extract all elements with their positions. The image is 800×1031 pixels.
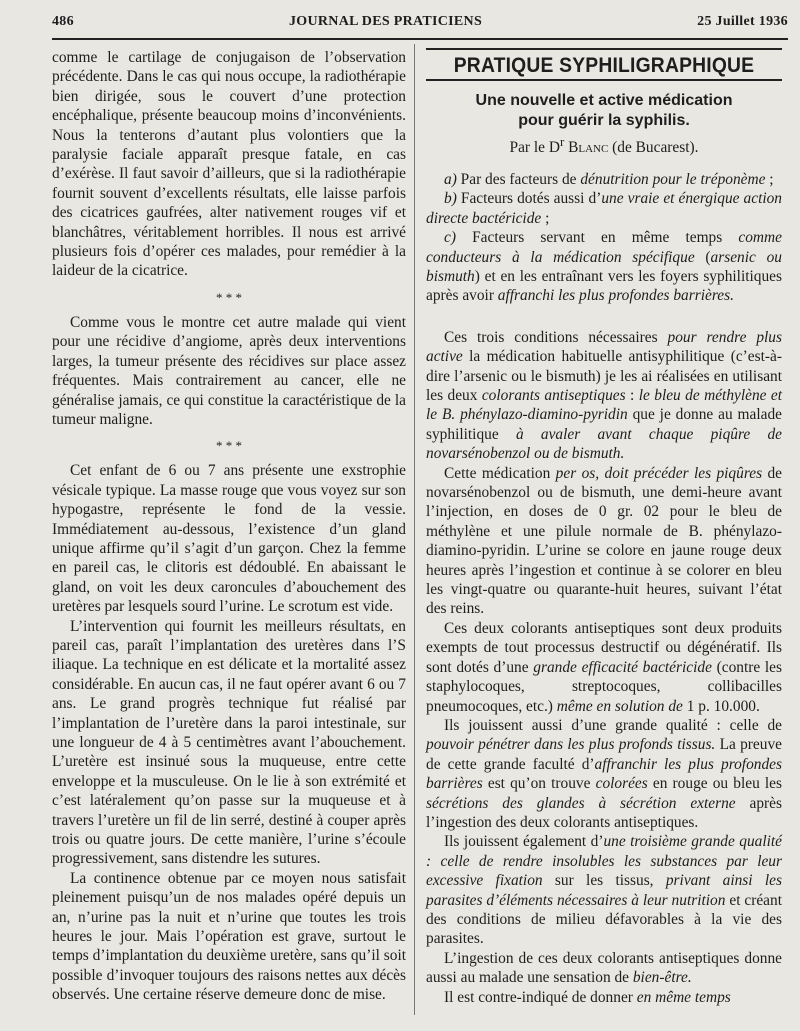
paragraph: Comme vous le montre cet autre malade qui vient pour une récidive d’angiome, après deux interventions larges, la tumeur présente des récidives sur place assez fréquentes. Mais contrairement au cancer, elle ne généralise jamais, ce qui constitue la caractéristique de la tumeur maligne. (52, 313, 406, 428)
paragraph: L’ingestion de ces deux colorants antiseptiques donne aussi au malade une sensation de bien-être. (426, 949, 782, 987)
paragraph: L’intervention qui fournit les meilleurs résultats, en pareil cas, paraît l’implantation des uretères dans l’S iliaque. La technique en est délicate et la mortalité assez considérable. En aucun cas, il ne faut opérer avant 6 ou 7 ans. Le grand progrès technique fut réalisé par l’implantation de l’uretère dans la paroi intestinale, sur une longueur de 4 à 5 centimètres avant l’abouchement. L’uretère est insinué sous la muqueuse, entre cette enveloppe et la musculeuse. On le lie à son extrémité et c’est latéralement qu’on passe sur la muqueuse et à travers l’uretère un fil de lin serré, destiné à couper après trois ou quatre jours. De cette manière, l’urine s’écoule progressivement, sans distendre les sutures. (52, 617, 406, 868)
page-header (52, 14, 788, 36)
paragraph: Cette médication per os, doit précéder les piqûres de novarsénobenzol ou de bismuth, une demi-heure avant l’injection, en doses de 0 gr. 02 pour le bleu de méthylène et une pilule normale de B. phénylazo-diamino-pyridin. L’urine se colore en jaune rouge deux heures après l’ingestion et continue à se colorer en bleu les vingt-quatre ou quarante-huit heures, suivant l’état des reins. (426, 464, 783, 618)
page-number: 486 (52, 14, 74, 29)
left-column (52, 48, 406, 1005)
right-column (426, 48, 782, 1007)
byline-sup: r (559, 135, 565, 150)
section-heading-box (426, 48, 782, 81)
section-title: PRATIQUE SYPHILIGRAPHIQUE (453, 54, 755, 77)
author-name: Blanc (568, 139, 609, 157)
paragraph: La continence obtenue par ce moyen nous satisfait pleinement puisqu’un de nos malades opéré depuis un an, n’urine pas la nuit et n’urine que toutes les trois heures le jour. Mais l’opération est grave, surtout le temps d’implantation du deuxième uretère, sans qu’il soit possible d’invoquer toujours des raisons nettes aux décès observés. Une certaine réserve demeure donc de mise. (52, 869, 406, 1004)
author-location: (de Bucarest). (608, 139, 699, 157)
paragraph: Ces trois conditions nécessaires pour rendre plus active la médication habituelle antisyphilitique (c’est-à-dire l’arsenic ou le bismuth) je les ai réalisées en utilisant les deux colorants antiseptiques : le bleu de méthylène et le B. phénylazo-diamino-pyridin que je donne au malade syphilitique à avaler avant chaque piqûre de novarsénobenzol ou de bismuth. (426, 328, 782, 463)
byline-prefix: Par le D (509, 139, 560, 157)
paragraph: Ils jouissent aussi d’une grande qualité : celle de pouvoir pénétrer dans les plus profonds tissus. La preuve de cette grande faculté d’affranchir les plus profondes barrières est qu’on trouve colorées en rouge ou bleu les sécrétions des glandes à sécrétion externe après l’ingestion des deux colorants antiseptiques. (426, 716, 783, 831)
list-item-b: b) Facteurs dotés aussi d’une vraie et énergique action directe bactéricide ; (426, 190, 783, 227)
article-byline (426, 133, 782, 158)
paragraph: comme le cartilage de conjugaison de l’observation précédente. Dans le cas qui nous occupe, la radiothérapie bien dirigée, sous le couvert d’une protection encéphalique, présente beaucoup moins d’inconvénients. Nous la tenterons d’autant plus volontiers que la paralysie faciale apparaît presque fatale, en cas d’exérèse. Il faut savoir d’ailleurs, que si la radiothérapie fournit souvent d’excellents résultats, elle laisse parfois des cicatrices gaufrées, alter nativement rouges vif et blanchâtres, véritablement horribles. Il nous est arrivé plusieurs fois d’opérer ces malades, pour remédier à la laideur de la cicatrice. (52, 49, 406, 280)
article-title-line-1: Une nouvelle et active médication (475, 92, 733, 110)
paragraph: Il est contre-indiqué de donner en même temps (444, 988, 731, 1006)
paragraph: Ils jouissent également d’une troisième grande qualité : celle de rendre insolubles les substances par leur excessive fixation sur les tissus, privant ainsi les parasites d’éléments nécessaires à leur nutrition et créant des conditions de milieu défavorables à la vie des parasites. (426, 833, 782, 948)
paragraph: Cet enfant de 6 ou 7 ans présente une exstrophie vésicale typique. La masse rouge que vous voyez sur son hypogastre, représente le fond de la vessie. Immédiatement au-dessous, l’existence d’un gland unique affirme qu’il s’agit d’un garçon. Chez la femme en pareil cas, le clitoris est dédoublé. En abaissant le gland, on voit les deux caroncules d’abouchement des uretères par lesquels sourd l’urine. Le scrotum est vide. (52, 462, 406, 616)
issue-date: 25 Juillet 1936 (697, 14, 788, 29)
column-divider (414, 44, 415, 1015)
article-title-line-2: pour guérir la syphilis. (518, 112, 690, 130)
header-rule (52, 38, 788, 40)
journal-title: JOURNAL DES PRATICIENS (289, 14, 483, 29)
list-item-c: c) Facteurs servant en même temps comme conducteurs à la médication spécifique (arsenic ou bismuth) et en les entraînant vers les foyers syphilitiques après avoir affranchi les plus profondes barrières. (426, 229, 782, 305)
paragraph: Ces deux colorants antiseptiques sont deux produits exempts de tout processus destructif ou dégénératif. Ils sont dotés d’une grande efficacité bactéricide (contre les staphylocoques, streptocoques, collibacilles pneumocoques, etc.) même en solution de 1 p. 10.000. (426, 619, 782, 715)
section-stars: * * * (216, 289, 242, 305)
list-item-a: a) Par des facteurs de dénutrition pour le tréponème ; (444, 170, 774, 188)
section-stars: * * * (216, 438, 242, 454)
